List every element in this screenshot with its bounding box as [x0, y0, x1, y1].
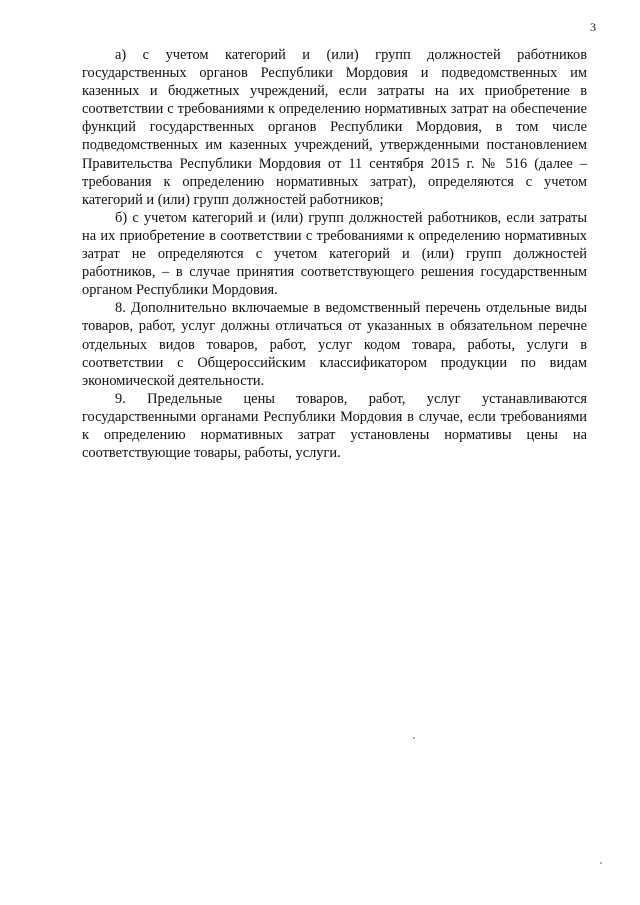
- document-body: [82, 46, 587, 462]
- scan-speck: [413, 737, 415, 739]
- paragraph-9: 9. Предельные цены товаров, работ, услуг устанавливаются государственными органами Республики Мордовия в случае, если требованиями к определению нормативных затрат установлены нормативы цены на соответствующие товары, работы, услуги.: [82, 390, 587, 462]
- paragraph-item-b: б) с учетом категорий и (или) групп должностей работников, если затраты на их приобретение в соответствии с требованиями к определению нормативных затрат не определяются с учетом категорий и (или) групп должностей работников, – в случае принятия соответствующего решения государственным органом Республики Мордовия.: [82, 209, 587, 299]
- scan-speck: [600, 862, 602, 864]
- paragraph-8: 8. Дополнительно включаемые в ведомственный перечень отдельные виды товаров, работ, услуг должны отличаться от указанных в обязательном перечне отдельных видов товаров, работ, услуг кодом товара, работы, услуги в соответствии с Общероссийским классификатором продукции по видам экономической деятельности.: [82, 300, 587, 389]
- paragraph-item-a: а) с учетом категорий и (или) групп должностей работников государственных органов Республики Мордовия и подведомственных им казенных и бюджетных учреждений, если затраты на их приобретение в соответствии с требованиями к определению нормативных затрат на обеспечение функций государственных органов Республики Мордовия, в том числе подведомственных им казенных учреждений, утвержденными постановлением Правительства Республики Мордовия от 11 сентября 2015 г. № 516 (далее – требования к определению нормативных затрат), определяются с учетом категорий и (или) групп должностей работников;: [82, 47, 587, 208]
- page-number: 3: [590, 20, 596, 34]
